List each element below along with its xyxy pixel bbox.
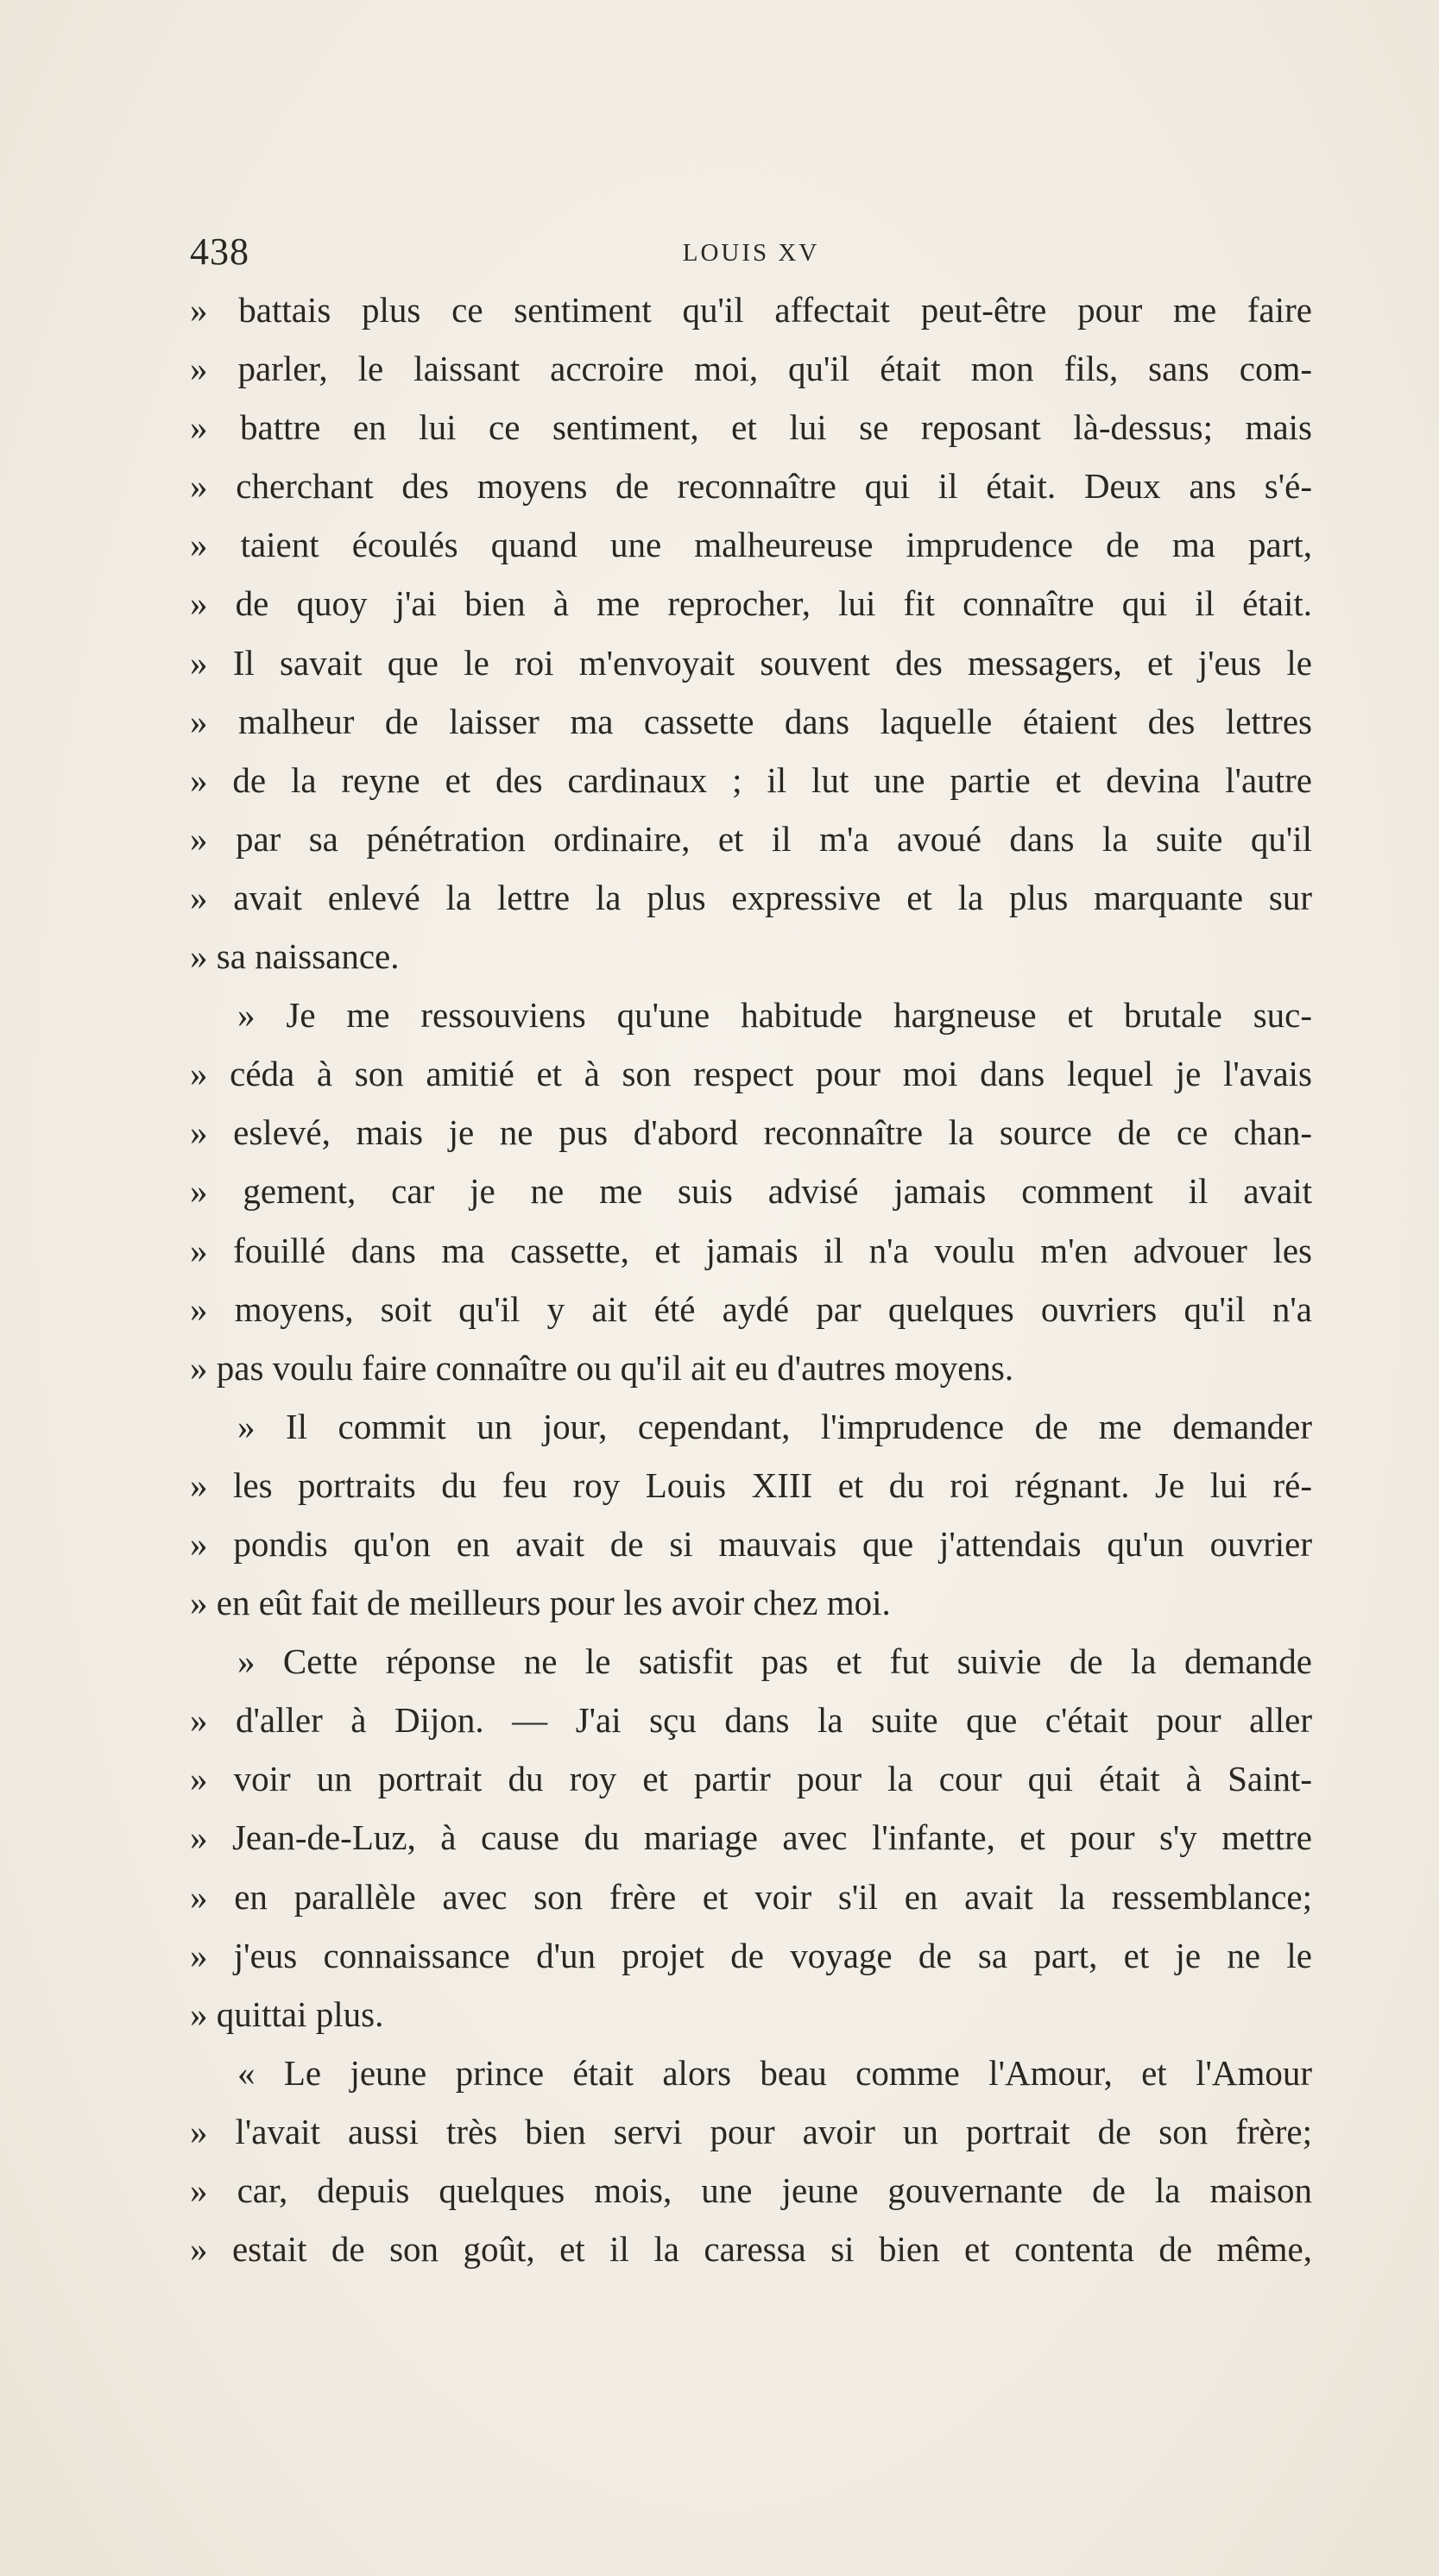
text-line: » parler, le laissant accroire moi, qu'il était mon fils, sans com-	[190, 349, 1312, 389]
text-line: » les portraits du feu roy Louis XIII et du roi régnant. Je lui ré-	[190, 1464, 1312, 1505]
text-line: » pas voulu faire connaître ou qu'il ait eu d'autres moyens.	[190, 1347, 1014, 1388]
text-line: » j'eus connaissance d'un projet de voyage de sa part, et je ne le	[190, 1935, 1312, 1975]
text-line: » Il savait que le roi m'envoyait souvent des messagers, et j'eus le	[190, 642, 1312, 683]
text-line: » moyens, soit qu'il y ait été aydé par quelques ouvriers qu'il n'a	[190, 1288, 1312, 1329]
text-line: » eslevé, mais je ne pus d'abord reconnaître la source de ce chan-	[190, 1112, 1312, 1153]
text-line: » malheur de laisser ma cassette dans laquelle étaient des lettres	[190, 701, 1312, 741]
text-line: » l'avait aussi très bien servi pour avoir un portrait de son frère;	[190, 2111, 1312, 2151]
running-title: LOUIS XV	[682, 239, 820, 267]
text-line: » pondis qu'on en avait de si mauvais que j'attendais qu'un ouvrier	[190, 1523, 1312, 1564]
text-line: » en parallèle avec son frère et voir s'il en avait la ressemblance;	[190, 1876, 1312, 1917]
text-line: » taient écoulés quand une malheureuse imprudence de ma part,	[190, 525, 1312, 565]
text-line: » quittai plus.	[190, 1993, 384, 2034]
text-line: » car, depuis quelques mois, une jeune gouvernante de la maison	[190, 2170, 1312, 2210]
text-line: » de quoy j'ai bien à me reprocher, lui fit connaître qui il était.	[190, 583, 1312, 624]
text-line: » sa naissance.	[190, 936, 400, 977]
text-line: « Le jeune prince était alors beau comme l'Amour, et l'Amour	[237, 2052, 1312, 2093]
text-line: » Jean-de-Luz, à cause du mariage avec l'infante, et pour s'y mettre	[190, 1817, 1312, 1858]
text-line: » gement, car je ne me suis advisé jamais comment il avait	[190, 1171, 1312, 1212]
text-line: » estait de son goût, et il la caressa si bien et contenta de même,	[190, 2229, 1312, 2270]
text-line: » par sa pénétration ordinaire, et il m'a avoué dans la suite qu'il	[190, 818, 1312, 859]
text-line: » cherchant des moyens de reconnaître qui il était. Deux ans s'é-	[190, 466, 1312, 507]
text-line: » d'aller à Dijon. — J'ai sçu dans la suite que c'était pour aller	[190, 1700, 1312, 1741]
page-number: 438	[190, 230, 249, 273]
text-line: » en eût fait de meilleurs pour les avoir chez moi.	[190, 1583, 891, 1623]
text-line: » Il commit un jour, cependant, l'imprudence de me demander	[237, 1406, 1312, 1446]
text-line: » fouillé dans ma cassette, et jamais il n'a voulu m'en advouer les	[190, 1230, 1312, 1270]
text-line: » Je me ressouviens qu'une habitude hargneuse et brutale suc-	[237, 995, 1312, 1036]
running-head	[190, 226, 1312, 278]
text-line: » avait enlevé la lettre la plus expressive et la plus marquante sur	[190, 877, 1312, 917]
text-line: » de la reyne et des cardinaux ; il lut une partie et devina l'autre	[190, 759, 1312, 800]
text-line: » céda à son amitié et à son respect pour moi dans lequel je l'avais	[190, 1054, 1312, 1094]
text-line: » voir un portrait du roy et partir pour la cour qui était à Saint-	[190, 1759, 1312, 1799]
text-line: » battre en lui ce sentiment, et lui se reposant là-dessus; mais	[190, 407, 1312, 448]
text-line: » Cette réponse ne le satisfit pas et fut suivie de la demande	[237, 1641, 1312, 1682]
body-text	[190, 280, 1312, 2278]
text-line: » battais plus ce sentiment qu'il affectait peut-être pour me faire	[190, 290, 1312, 330]
